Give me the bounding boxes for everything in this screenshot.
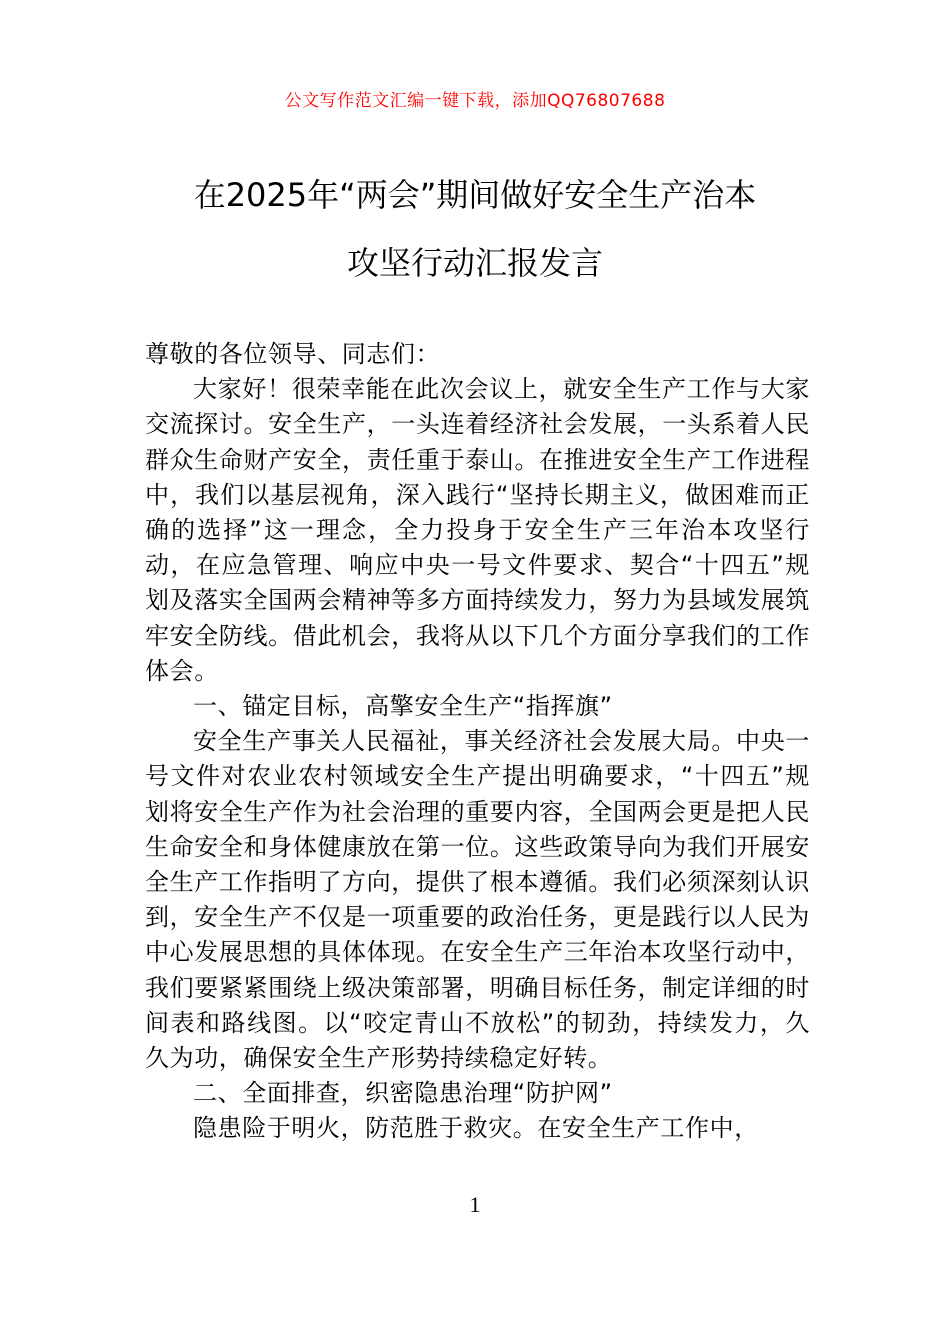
section-heading-1: 一、锚定目标，高擎安全生产“指挥旗” [193, 692, 613, 721]
page-number: 1 [469, 1192, 481, 1217]
section-heading-2: 二、全面排查，织密隐患治理“防护网” [193, 1079, 613, 1108]
document-title-line-2: 攻坚行动汇报发言 [346, 244, 603, 282]
paragraph-section-2: 隐患险于明火，防范胜于救灾。在安全生产工作中， [193, 1114, 759, 1143]
salutation: 尊敬的各位领导、同志们： [145, 340, 441, 368]
document-body [145, 337, 810, 1147]
document-title-line-1: 在2025年“两会”期间做好安全生产治本 [193, 176, 757, 214]
promo-header-text: 公文写作范文汇编一键下载，添加QQ76807688 [284, 91, 666, 111]
paragraph-intro: 大家好！很荣幸能在此次会议上，就安全生产工作与大家交流探讨。安全生产，一头连着经济社会发展，一头系着人民群众生命财产安全，责任重于泰山。在推进安全生产工作进程中，我们以基层视角，深入践行“坚持长期主义，做困难而正确的选择”这一理念，全力投身于安全生产三年治本攻坚行动，在应急管理、响应中央一号文件要求、契合“十四五”规划及落实全国两会精神等多方面持续发力，努力为县域发展筑牢安全防线。借此机会，我将从以下几个方面分享我们的工作体会。 [145, 375, 810, 685]
paragraph-section-1: 安全生产事关人民福祉，事关经济社会发展大局。中央一号文件对农业农村领域安全生产提出明确要求，“十四五”规划将安全生产作为社会治理的重要内容，全国两会更是把人民生命安全和身体健康放在第一位。这些政策导向为我们开展安全生产工作指明了方向，提供了根本遵循。我们必须深刻认识到，安全生产不仅是一项重要的政治任务，更是践行以人民为中心发展思想的具体体现。在安全生产三年治本攻坚行动中，我们要紧紧围绕上级决策部署，明确目标任务，制定详细的时间表和路线图。以“咬定青山不放松”的韧劲，持续发力，久久为功，确保安全生产形势持续稳定好转。 [145, 727, 810, 1073]
